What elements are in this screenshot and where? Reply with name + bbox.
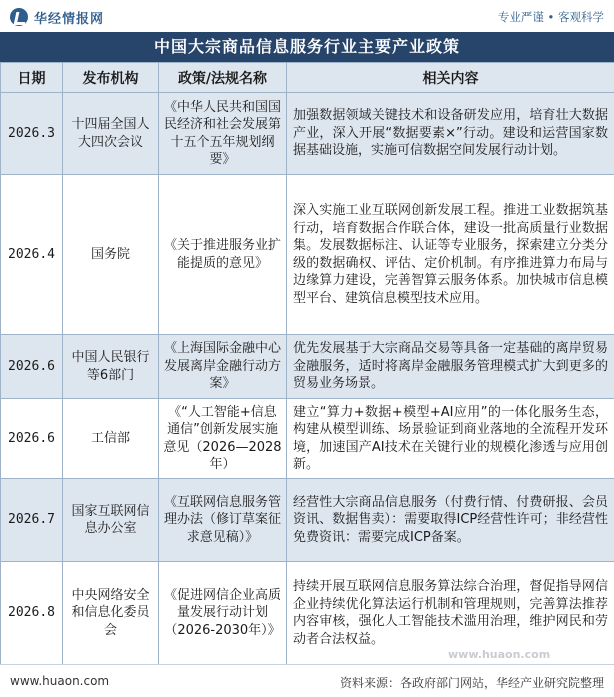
row-policy: 《上海国际金融中心发展离岸金融行动方案》 bbox=[159, 335, 287, 399]
column-header-date: 日期 bbox=[1, 63, 63, 93]
row-org: 工信部 bbox=[63, 399, 159, 479]
tagline: 专业严谨 • 客观科学 bbox=[497, 10, 604, 24]
footer bbox=[0, 664, 614, 697]
row-policy: 《“人工智能+信息通信”创新发展实施意见（2026—2028年） bbox=[159, 399, 287, 479]
column-header-org: 发布机构 bbox=[63, 63, 159, 93]
row-org: 中央网络安全和信息化委员会 bbox=[63, 562, 159, 665]
row-date: 2026.7 bbox=[1, 479, 63, 562]
brand-logo[interactable] bbox=[10, 7, 104, 27]
watermark: www.huaon.com bbox=[448, 648, 551, 661]
row-org: 国家互联网信息办公室 bbox=[63, 479, 159, 562]
row-policy: 《中华人民共和国国民经济和社会发展第十五个五年规划纲要》 bbox=[159, 93, 287, 175]
table-row bbox=[1, 335, 614, 399]
row-content: 经营性大宗商品信息服务（付费行情、付费研报、会员资讯、数据售卖）：需要取得ICP经营性许可；非经营性免费资讯：需要完成ICP备案。 bbox=[287, 479, 614, 562]
row-policy: 《互联网信息服务管理办法（修订草案征求意见稿）》 bbox=[159, 479, 287, 562]
row-date: 2026.4 bbox=[1, 175, 63, 335]
row-content: 深入实施工业互联网创新发展工程。推进工业数据筑基行动，培育数据合作联合体，建设一批高质量行业数据集。发展数据标注、认证等专业服务，探索建立分类分级的数据确权、评估、定价机制。有序推进算力布局与边缘算力建设，完善智算云服务体系。加快城市信息模型平台、建筑信息模型技术应用。 bbox=[287, 175, 614, 335]
row-date: 2026.6 bbox=[1, 399, 63, 479]
row-date: 2026.3 bbox=[1, 93, 63, 175]
table-row bbox=[1, 175, 614, 335]
table-header-row bbox=[1, 63, 614, 93]
row-content: 建立“算力+数据+模型+AI应用”的一体化服务生态，构建从模型训练、场景验证到商业落地的全流程开发环境，加速国产AI技术在关键行业的规模化渗透与应用创新。 bbox=[287, 399, 614, 479]
row-content: 持续开展互联网信息服务算法综合治理，督促指导网信企业持续优化算法运行机制和管理规则，完善算法推荐内容审核，强化人工智能技术滥用治理，维护网民和劳动者合法权益。 bbox=[287, 562, 614, 665]
table-row bbox=[1, 93, 614, 175]
footer-url[interactable]: www.huaon.com bbox=[10, 674, 110, 688]
row-policy: 《促进网信企业高质量发展行动计划（2026-2030年）》 bbox=[159, 562, 287, 665]
footer-source: 资料来源：各政府部门网站，华经产业研究院整理 bbox=[339, 676, 604, 690]
logo-icon bbox=[10, 8, 28, 26]
row-org: 国务院 bbox=[63, 175, 159, 335]
policy-table bbox=[0, 62, 614, 665]
column-header-content: 相关内容 bbox=[287, 63, 614, 93]
table-row bbox=[1, 399, 614, 479]
logo-text: 华经情报网 bbox=[34, 11, 105, 27]
column-header-policy: 政策/法规名称 bbox=[159, 63, 287, 93]
page-title: 中国大宗商品信息服务行业主要产业政策 bbox=[0, 32, 614, 62]
row-policy: 《关于推进服务业扩能提质的意见》 bbox=[159, 175, 287, 335]
row-date: 2026.6 bbox=[1, 335, 63, 399]
row-content: 加强数据领域关键技术和设备研发应用，培育壮大数据产业，深入开展“数据要素×”行动。建设和运营国家数据基础设施，实施可信数据空间发展行动计划。 bbox=[287, 93, 614, 175]
row-content: 优先发展基于大宗商品交易等具备一定基础的离岸贸易金融服务，适时将离岸金融服务管理模式扩大到更多的贸易业务场景。 bbox=[287, 335, 614, 399]
row-org: 十四届全国人大四次会议 bbox=[63, 93, 159, 175]
top-bar bbox=[0, 0, 614, 32]
row-date: 2026.8 bbox=[1, 562, 63, 665]
row-org: 中国人民银行等6部门 bbox=[63, 335, 159, 399]
table-row bbox=[1, 479, 614, 562]
